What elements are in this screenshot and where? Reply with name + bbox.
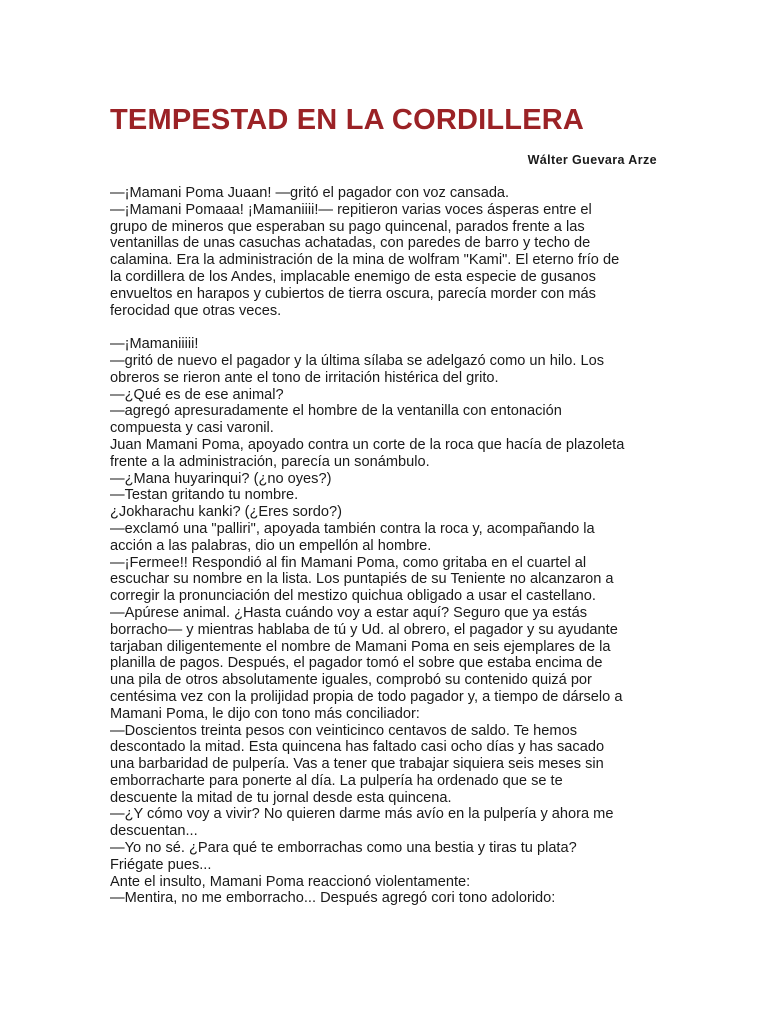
text-line: centésima vez con la prolijidad propia de todo pagador y, a tiempo de dárselo a	[110, 688, 623, 705]
document-title: TEMPESTAD EN LA CORDILLERA	[110, 104, 585, 136]
text-line: ¿Jokharachu kanki? (¿Eres sordo?)	[110, 504, 342, 521]
paragraph-2	[110, 336, 670, 907]
text-line: descuente la mitad de tu jornal desde esta quincena.	[110, 789, 452, 806]
text-line: calamina. Era la administración de la mina de wolfram "Kami". El eterno frío de	[110, 252, 620, 269]
text-line: —¡Mamani Pomaaa! ¡Mamaniiii!— repitieron varias voces ásperas entre el	[110, 201, 592, 218]
text-line: frente a la administración, parecía un sonámbulo.	[110, 453, 430, 470]
text-line: Juan Mamani Poma, apoyado contra un corte de la roca que hacía de plazoleta	[110, 436, 625, 453]
text-line: ventanillas de unas casuchas achatadas, con paredes de barro y techo de	[110, 235, 591, 252]
text-line: —Doscientos treinta pesos con veinticinco centavos de saldo. Te hemos	[110, 722, 577, 739]
text-line: —¿Y cómo voy a vivir? No quieren darme más avío en la pulpería y ahora me	[110, 806, 614, 823]
text-line: escuchar su nombre en la lista. Los puntapiés de su Teniente no alcanzaron a	[110, 571, 614, 588]
text-line: envueltos en harapos y cubiertos de tierra oscura, parecía morder con más	[110, 285, 596, 302]
text-line: tarjaban diligentemente el nombre de Mamani Poma en seis ejemplares de la	[110, 638, 611, 655]
text-line: —¡Fermee!! Respondió al fin Mamani Poma, como gritaba en el cuartel al	[110, 554, 587, 571]
text-line: compuesta y casi varonil.	[110, 420, 274, 437]
text-line: —agregó apresuradamente el hombre de la ventanilla con entonación	[110, 403, 562, 420]
text-line: descuentan...	[110, 823, 198, 840]
text-line: —¡Mamaniiiii!	[110, 336, 199, 353]
text-line: emborracharte para ponerte al día. La pulpería ha ordenado que se te	[110, 772, 563, 789]
text-line: —gritó de nuevo el pagador y la última sílaba se adelgazó como un hilo. Los	[110, 352, 605, 369]
text-line: acción a las palabras, dio un empellón al hombre.	[110, 537, 432, 554]
document-author: Wálter Guevara Arze	[527, 153, 657, 167]
text-line: una pila de otros absolutamente iguales, comprobó su contenido quizá por	[110, 672, 592, 689]
text-line: una barbaridad de pulpería. Vas a tener que trabajar siquiera seis meses sin	[110, 756, 604, 773]
text-line: —Mentira, no me emborracho... Después agregó cori tono adolorido:	[110, 890, 556, 907]
text-line: —exclamó una "palliri", apoyada también contra la roca y, acompañando la	[110, 520, 595, 537]
text-line: la cordillera de los Andes, implacable enemigo de esta especie de gusanos	[110, 268, 596, 285]
text-line: —Apúrese animal. ¿Hasta cuándo voy a estar aquí? Seguro que ya estás	[110, 604, 588, 621]
text-line: grupo de mineros que esperaban su pago quincenal, parados frente a las	[110, 218, 585, 235]
text-line: —¡Mamani Poma Juaan! —gritó el pagador con voz cansada.	[110, 185, 510, 201]
text-line: descontado la mitad. Esta quincena has faltado casi ocho días y has sacado	[110, 739, 605, 756]
paragraph-spacer	[110, 319, 670, 336]
document-body	[110, 185, 670, 907]
text-line: Mamani Poma, le dijo con tono más conciliador:	[110, 705, 420, 722]
text-line: obreros se rieron ante el tono de irritación histérica del grito.	[110, 369, 499, 386]
text-line: Ante el insulto, Mamani Poma reaccionó violentamente:	[110, 873, 471, 890]
text-line: —Testan gritando tu nombre.	[110, 487, 299, 504]
text-line: —Yo no sé. ¿Para qué te emborrachas como una bestia y tiras tu plata?	[110, 840, 577, 857]
text-line: Friégate pues...	[110, 856, 212, 873]
text-line: planilla de pagos. Después, el pagador tomó el sobre que estaba encima de	[110, 655, 603, 672]
text-line: ferocidad que otras veces.	[110, 302, 282, 319]
text-line: corregir la pronunciación del mestizo quichua obligado a usar el castellano.	[110, 588, 596, 605]
text-line: —¿Mana huyarinqui? (¿no oyes?)	[110, 470, 332, 487]
paragraph-1	[110, 185, 670, 319]
text-line: borracho— y mientras hablaba de tú y Ud. al obrero, el pagador y su ayudante	[110, 621, 618, 638]
text-line: —¿Qué es de ese animal?	[110, 386, 284, 403]
